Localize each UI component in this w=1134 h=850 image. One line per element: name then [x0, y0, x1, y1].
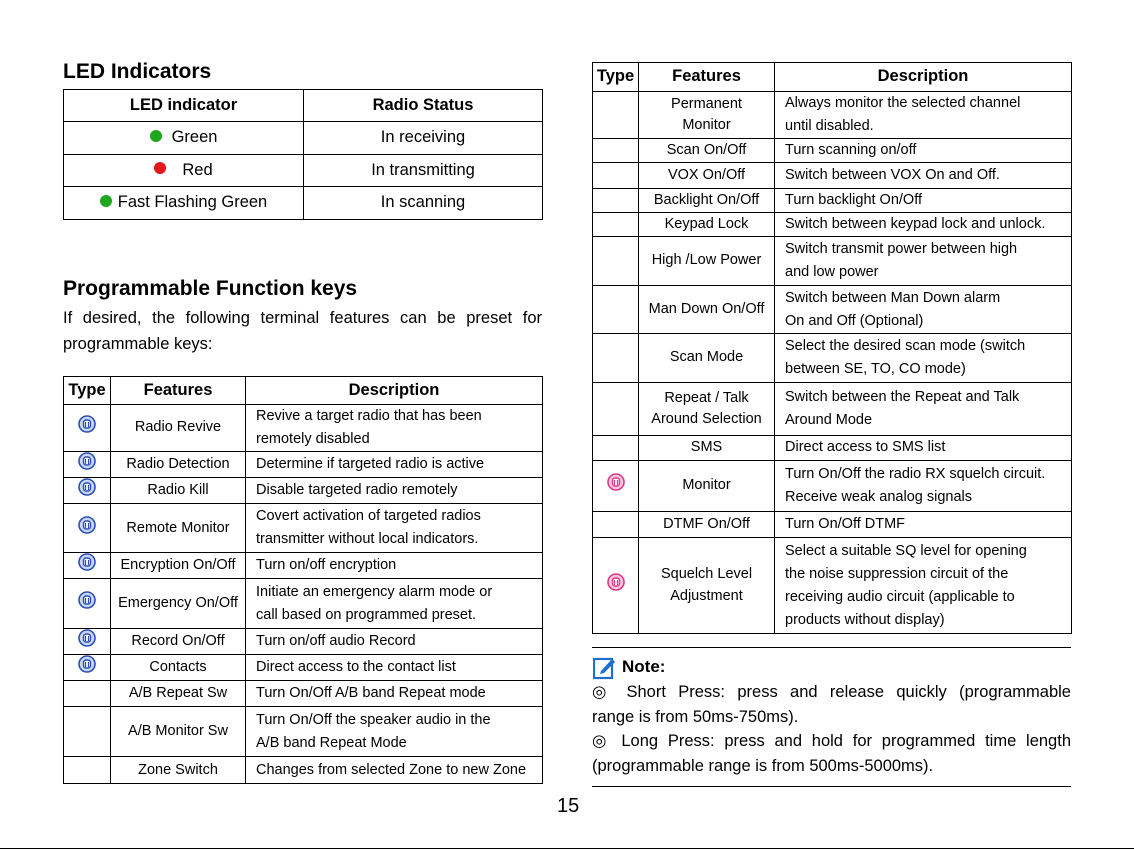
- side-key-blue-icon: [78, 478, 96, 496]
- type-cell: [593, 237, 639, 286]
- description-cell: [246, 579, 543, 629]
- programmable-keys-intro: [63, 305, 542, 357]
- feature-label: Contacts: [149, 659, 207, 676]
- led-status-cell: In receiving: [304, 122, 543, 155]
- type-cell: [64, 681, 111, 707]
- description-cell: [775, 189, 1072, 213]
- feature-cell: [639, 92, 775, 139]
- feature-label: SMS: [690, 439, 723, 456]
- description-text: transmitter without local indicators.: [256, 531, 479, 548]
- feature-label: Man Down On/Off: [648, 300, 765, 317]
- type-cell: [64, 757, 111, 784]
- table-row: [64, 681, 543, 707]
- edit-note-icon: [593, 656, 617, 680]
- table-header-row: [593, 63, 1072, 92]
- led-indicator-label: Red: [182, 160, 213, 179]
- feature-cell: [639, 237, 775, 286]
- led-row: [64, 122, 543, 155]
- feature-cell: [111, 681, 246, 707]
- led-header-status: Radio Status: [304, 90, 543, 122]
- description-text: until disabled.: [785, 118, 874, 134]
- feature-label: A/B Repeat Sw: [128, 685, 228, 702]
- feature-label: Permanent: [671, 95, 742, 112]
- feature-cell: [111, 405, 246, 452]
- led-row: [64, 187, 543, 220]
- led-indicator-label: Green: [171, 128, 218, 147]
- type-cell: [64, 553, 111, 579]
- feature-label: Remote Monitor: [126, 519, 230, 536]
- note-line: (programmable range is from 500ms-5000ms).: [592, 756, 934, 775]
- table-row: [64, 553, 543, 579]
- table-row: [64, 707, 543, 757]
- feature-label: Encryption On/Off: [120, 557, 236, 574]
- feature-cell: [111, 452, 246, 478]
- side-key-blue-icon: [78, 591, 96, 609]
- table-row: [593, 237, 1072, 286]
- table-row: [593, 139, 1072, 163]
- header-type: Type: [64, 377, 111, 405]
- type-cell: [64, 504, 111, 553]
- description-cell: [775, 383, 1072, 436]
- side-key-blue-icon: [78, 452, 96, 470]
- type-cell: [593, 286, 639, 334]
- programmable-keys-title: Programmable Function keys: [63, 277, 358, 300]
- feature-label: Record On/Off: [131, 633, 225, 650]
- type-cell: [64, 452, 111, 478]
- table-row: [593, 163, 1072, 189]
- feature-label: Repeat / Talk: [664, 389, 749, 406]
- description-text: Direct access to the contact list: [256, 659, 456, 676]
- table-row: [593, 383, 1072, 436]
- feature-cell: [111, 579, 246, 629]
- description-cell: [775, 139, 1072, 163]
- description-text: A/B band Repeat Mode: [256, 734, 407, 751]
- feature-cell: [111, 707, 246, 757]
- description-cell: [246, 655, 543, 681]
- description-text: call based on programmed preset.: [256, 606, 477, 623]
- description-text: Turn On/Off A/B band Repeat mode: [256, 685, 486, 702]
- table-row: [593, 436, 1072, 461]
- type-cell: [64, 655, 111, 681]
- table-row: [64, 504, 543, 553]
- feature-label: Squelch Level: [660, 566, 753, 583]
- led-indicator-cell: [64, 122, 304, 155]
- feature-label: Radio Kill: [147, 482, 209, 499]
- description-text: Switch between VOX On and Off.: [785, 166, 1000, 183]
- description-text: Covert activation of targeted radios: [256, 508, 481, 525]
- table-row: [64, 655, 543, 681]
- page-number: 15: [557, 795, 580, 817]
- feature-label: Zone Switch: [138, 761, 218, 778]
- header-type: Type: [593, 63, 639, 92]
- description-text: Changes from selected Zone to new Zone: [256, 761, 527, 778]
- type-cell: [593, 512, 639, 538]
- description-text: receiving audio circuit (applicable to: [785, 588, 1015, 605]
- description-text: Revive a target radio that has been: [256, 408, 482, 424]
- description-cell: [246, 629, 543, 655]
- description-text: Always monitor the selected channel: [785, 95, 1021, 111]
- description-text: Switch transmit power between high: [785, 241, 1018, 257]
- feature-cell: [111, 655, 246, 681]
- description-cell: [246, 504, 543, 553]
- feature-label: Backlight On/Off: [653, 191, 760, 208]
- note-top-divider: [592, 647, 1071, 648]
- side-key-blue-icon: [78, 415, 96, 433]
- header-description: Description: [775, 63, 1072, 92]
- description-text: the noise suppression circuit of the: [785, 565, 1009, 582]
- type-cell: [593, 538, 639, 634]
- table-row: [593, 334, 1072, 383]
- type-cell: [593, 383, 639, 436]
- feature-cell: [639, 213, 775, 237]
- led-indicator-label: Fast Flashing Green: [117, 193, 268, 212]
- led-table-header: [64, 90, 543, 122]
- side-key-pink-icon: [607, 473, 625, 491]
- description-text: Turn on/off encryption: [256, 557, 397, 574]
- feature-cell: [111, 629, 246, 655]
- description-cell: [775, 334, 1072, 383]
- description-text: products without display): [785, 611, 945, 628]
- feature-cell: [639, 189, 775, 213]
- led-indicator-cell: [64, 187, 304, 220]
- description-cell: [246, 681, 543, 707]
- feature-cell: [111, 553, 246, 579]
- type-cell: [64, 629, 111, 655]
- side-key-blue-icon: [78, 553, 96, 571]
- function-keys-table-left: [63, 376, 543, 784]
- type-cell: [593, 139, 639, 163]
- note-bottom-divider: [592, 786, 1071, 787]
- table-row: [593, 189, 1072, 213]
- description-text: between SE, TO, CO mode): [785, 361, 966, 377]
- feature-label: A/B Monitor Sw: [128, 723, 228, 740]
- side-key-blue-icon: [78, 629, 96, 647]
- feature-label: Adjustment: [670, 587, 743, 604]
- feature-label: Emergency On/Off: [118, 595, 238, 612]
- note-body: [592, 680, 1071, 778]
- table-row: [593, 538, 1072, 634]
- description-text: Switch between keypad lock and unlock.: [785, 215, 1046, 232]
- table-row: [64, 629, 543, 655]
- feature-label: Radio Revive: [134, 419, 222, 436]
- feature-label: DTMF On/Off: [663, 515, 750, 532]
- description-text: Select a suitable SQ level for opening: [785, 542, 1027, 559]
- feature-label: Monitor: [682, 477, 731, 494]
- led-header-indicator: LED indicator: [64, 90, 304, 122]
- led-indicator-cell: [64, 155, 304, 187]
- note-icon-wrap: [593, 656, 617, 680]
- type-cell: [64, 707, 111, 757]
- table-row: [593, 286, 1072, 334]
- green-dot-icon: [150, 130, 162, 142]
- led-row: [64, 155, 543, 187]
- description-text: Turn On/Off the radio RX squelch circuit.: [785, 466, 1046, 482]
- note-title: Note:: [622, 657, 666, 676]
- green-dot-icon: [100, 195, 112, 207]
- description-cell: [775, 213, 1072, 237]
- feature-cell: [639, 538, 775, 634]
- description-text: remotely disabled: [256, 431, 370, 447]
- table-header-row: [64, 377, 543, 405]
- header-features: Features: [111, 377, 246, 405]
- description-cell: [246, 452, 543, 478]
- feature-label: Radio Detection: [126, 456, 230, 472]
- description-text: Determine if targeted radio is active: [256, 456, 485, 472]
- description-cell: [246, 757, 543, 784]
- led-indicators-title: LED Indicators: [63, 60, 212, 83]
- table-row: [593, 213, 1072, 237]
- type-cell: [64, 579, 111, 629]
- table-row: [64, 757, 543, 784]
- type-cell: [593, 213, 639, 237]
- table-row: [64, 478, 543, 504]
- note-line: ◎ Short Press: press and release quickly (programmable: [592, 683, 1071, 701]
- description-cell: [246, 553, 543, 579]
- description-text: Turn On/Off the speaker audio in the: [256, 711, 491, 728]
- type-cell: [593, 163, 639, 189]
- feature-cell: [639, 334, 775, 383]
- description-cell: [246, 405, 543, 452]
- description-cell: [246, 478, 543, 504]
- description-cell: [775, 461, 1072, 512]
- description-text: Turn On/Off DTMF: [785, 515, 906, 532]
- note-line: ◎ Long Press: press and hold for programmed time length: [592, 732, 1071, 750]
- table-row: [64, 405, 543, 452]
- feature-label: Scan Mode: [669, 349, 744, 366]
- description-cell: [775, 436, 1072, 461]
- description-cell: [775, 237, 1072, 286]
- type-cell: [593, 92, 639, 139]
- type-cell: [64, 478, 111, 504]
- led-status-cell: In scanning: [304, 187, 543, 220]
- description-text: Disable targeted radio remotely: [256, 482, 458, 499]
- type-cell: [593, 436, 639, 461]
- table-row: [593, 92, 1072, 139]
- description-text: Turn on/off audio Record: [256, 633, 416, 650]
- feature-cell: [639, 512, 775, 538]
- type-cell: [593, 461, 639, 512]
- side-key-blue-icon: [78, 655, 96, 673]
- table-row: [64, 579, 543, 629]
- feature-cell: [639, 163, 775, 189]
- led-table: [63, 89, 543, 220]
- intro-line: programmable keys:: [63, 335, 213, 353]
- feature-label: Keypad Lock: [664, 215, 749, 232]
- description-text: Around Mode: [785, 412, 873, 428]
- feature-label: Scan On/Off: [666, 141, 747, 158]
- type-cell: [593, 334, 639, 383]
- feature-cell: [111, 504, 246, 553]
- description-text: Select the desired scan mode (switch: [785, 338, 1026, 354]
- description-text: On and Off (Optional): [785, 312, 924, 329]
- description-cell: [775, 512, 1072, 538]
- feature-cell: [639, 139, 775, 163]
- description-text: Turn scanning on/off: [785, 141, 917, 158]
- description-text: Turn backlight On/Off: [785, 191, 923, 208]
- feature-label: Monitor: [682, 117, 731, 133]
- description-text: Direct access to SMS list: [785, 439, 946, 456]
- side-key-pink-icon: [607, 573, 625, 591]
- feature-cell: [639, 436, 775, 461]
- description-text: Switch between the Repeat and Talk: [785, 389, 1020, 405]
- page-bottom-border: [0, 848, 1134, 849]
- feature-label: High /Low Power: [651, 252, 762, 269]
- intro-line: If desired, the following terminal features can be preset for: [63, 309, 542, 327]
- header-description: Description: [246, 377, 543, 405]
- type-cell: [593, 189, 639, 213]
- feature-cell: [639, 383, 775, 436]
- led-status-cell: In transmitting: [304, 155, 543, 187]
- table-row: [593, 461, 1072, 512]
- table-row: [593, 512, 1072, 538]
- description-text: and low power: [785, 264, 879, 280]
- description-text: Switch between Man Down alarm: [785, 289, 1001, 306]
- feature-cell: [639, 461, 775, 512]
- feature-label: Around Selection: [651, 411, 762, 427]
- type-cell: [64, 405, 111, 452]
- feature-label: VOX On/Off: [667, 166, 746, 183]
- side-key-blue-icon: [78, 516, 96, 534]
- feature-cell: [111, 757, 246, 784]
- description-cell: [775, 92, 1072, 139]
- description-text: Receive weak analog signals: [785, 489, 972, 505]
- description-cell: [246, 707, 543, 757]
- description-cell: [775, 286, 1072, 334]
- description-cell: [775, 163, 1072, 189]
- description-text: Initiate an emergency alarm mode or: [256, 583, 493, 600]
- function-keys-table-right: [592, 62, 1072, 634]
- red-dot-icon: [154, 162, 166, 174]
- feature-cell: [639, 286, 775, 334]
- header-features: Features: [639, 63, 775, 92]
- table-row: [64, 452, 543, 478]
- description-cell: [775, 538, 1072, 634]
- feature-cell: [111, 478, 246, 504]
- note-line: range is from 50ms-750ms).: [592, 707, 799, 726]
